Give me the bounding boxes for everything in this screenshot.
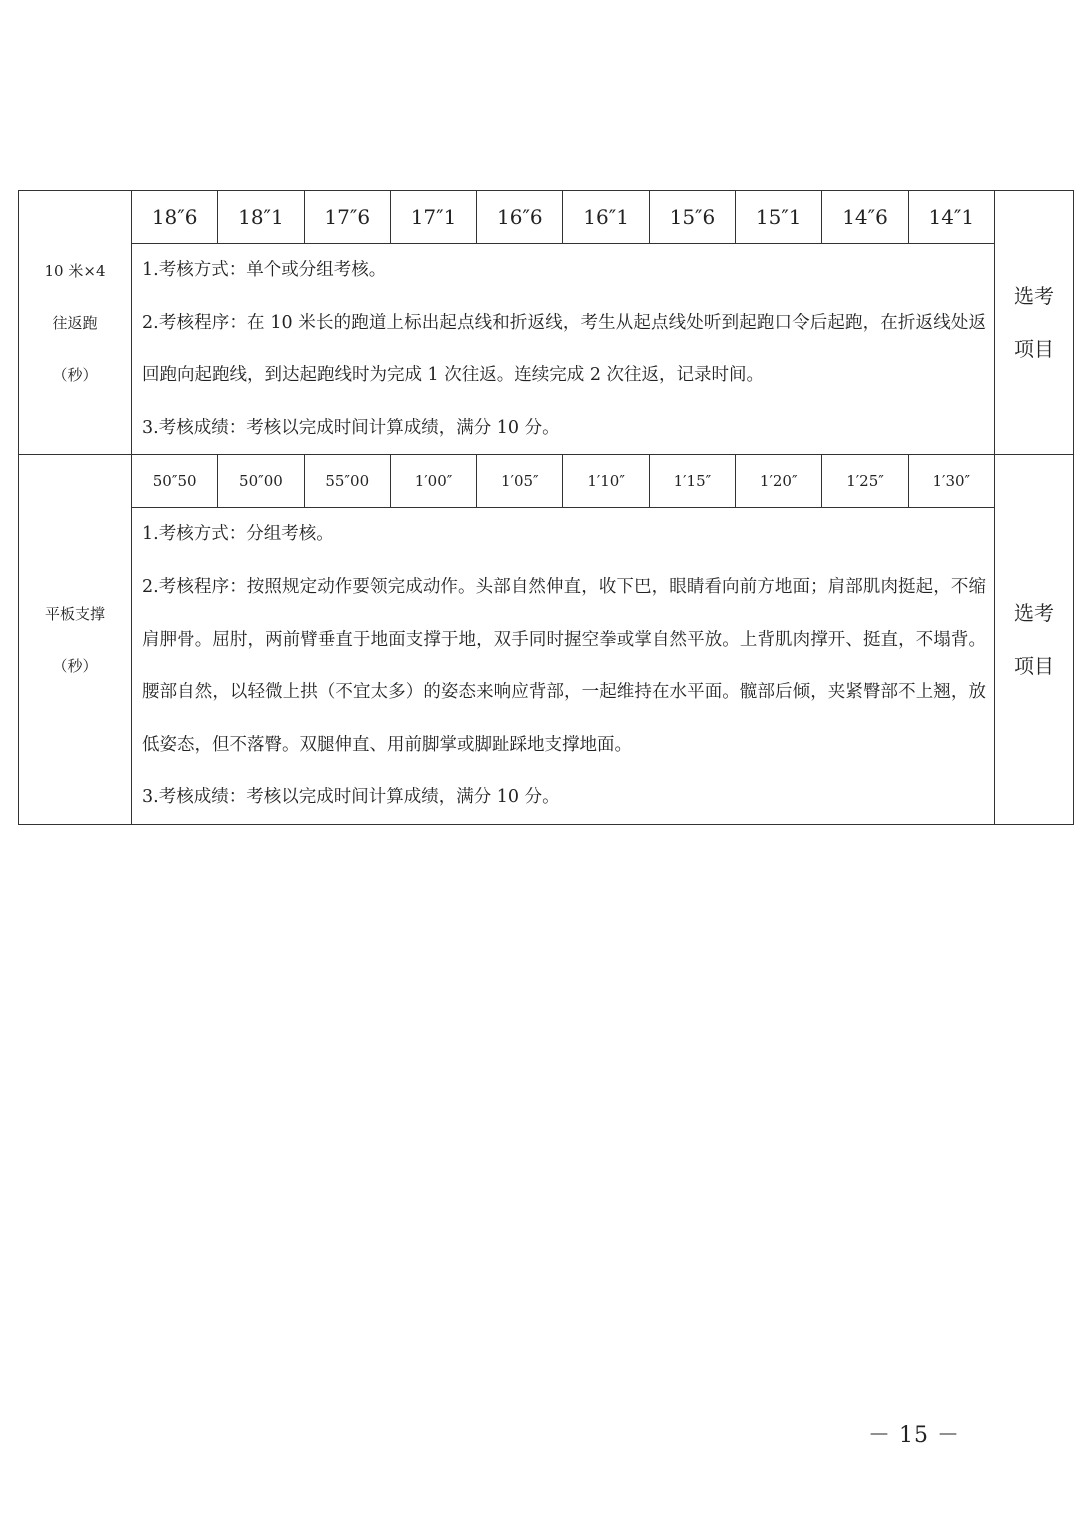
plank-type-cell [994, 455, 1073, 825]
item-type-line: 项目 [1013, 653, 1054, 678]
description-paragraph: 3.考核成绩：考核以完成时间计算成绩，满分 10 分。 [142, 787, 560, 808]
plank-description [132, 508, 995, 825]
score-cell: 14″6 [822, 191, 908, 244]
score-cell: 1′30″ [908, 455, 994, 508]
page-number: － 15 － [868, 1423, 960, 1448]
plank-description-row [19, 508, 1074, 825]
score-cell: 18″1 [218, 191, 304, 244]
description-paragraph: 2.考核程序：按照规定动作要领完成动作。头部自然伸直，收下巴，眼睛看向前方地面；肩部肌肉挺起，不缩肩胛骨。屈肘，两前臂垂直于地面支撑于地，双手同时握空拳或掌自然平放。上背肌肉撑开、挺直，不塌背。腰部自然，以轻微上拱（不宜太多）的姿态来响应背部，一起维持在水平面。髋部后倾，夹紧臀部不上翘，放低姿态，但不落臀。双腿伸直、用前脚掌或脚趾踩地支撑地面。 [142, 576, 986, 755]
item-type-line: 选考 [1013, 283, 1054, 308]
description-paragraph: 3.考核成绩：考核以完成时间计算成绩，满分 10 分。 [142, 417, 560, 438]
shuttle-run-score-row [19, 191, 1074, 244]
item-name-line: （秒） [52, 656, 98, 675]
item-name-line: 往返跑 [52, 313, 98, 332]
shuttle-run-description [132, 244, 995, 455]
score-cell: 16″1 [563, 191, 649, 244]
score-cell: 17″1 [390, 191, 476, 244]
score-cell: 50″50 [132, 455, 218, 508]
score-cell: 1′15″ [649, 455, 735, 508]
item-name-line: 10 米×4 [44, 261, 106, 280]
description-paragraph: 2.考核程序：在 10 米长的跑道上标出起点线和折返线，考生从起点线处听到起跑口令后起跑，在折返线处返回跑向起跑线，到达起跑线时为完成 1 次往返。连续完成 2 次往返，记录时间。 [142, 312, 986, 386]
plank-name-cell [19, 455, 132, 825]
item-type-line: 选考 [1013, 600, 1054, 625]
score-cell: 17″6 [304, 191, 390, 244]
item-type-line: 项目 [1013, 336, 1054, 361]
assessment-table [18, 190, 1074, 825]
score-cell: 15″6 [649, 191, 735, 244]
item-name-line: 平板支撑 [44, 604, 105, 623]
description-paragraph: 1.考核方式：单个或分组考核。 [142, 260, 387, 280]
item-name-line: （秒） [52, 365, 98, 384]
shuttle-run-description-row [19, 244, 1074, 455]
score-cell: 18″6 [132, 191, 218, 244]
score-cell: 50″00 [218, 455, 304, 508]
shuttle-run-type-cell [994, 191, 1073, 455]
score-cell: 1′10″ [563, 455, 649, 508]
description-paragraph: 1.考核方式：分组考核。 [142, 524, 334, 545]
score-cell: 15″1 [736, 191, 822, 244]
score-cell: 1′20″ [736, 455, 822, 508]
score-cell: 1′05″ [477, 455, 563, 508]
score-cell: 1′00″ [390, 455, 476, 508]
shuttle-run-name-cell [19, 191, 132, 455]
score-cell: 55″00 [304, 455, 390, 508]
score-cell: 14″1 [908, 191, 994, 244]
plank-score-row [19, 455, 1074, 508]
score-cell: 1′25″ [822, 455, 908, 508]
score-cell: 16″6 [477, 191, 563, 244]
